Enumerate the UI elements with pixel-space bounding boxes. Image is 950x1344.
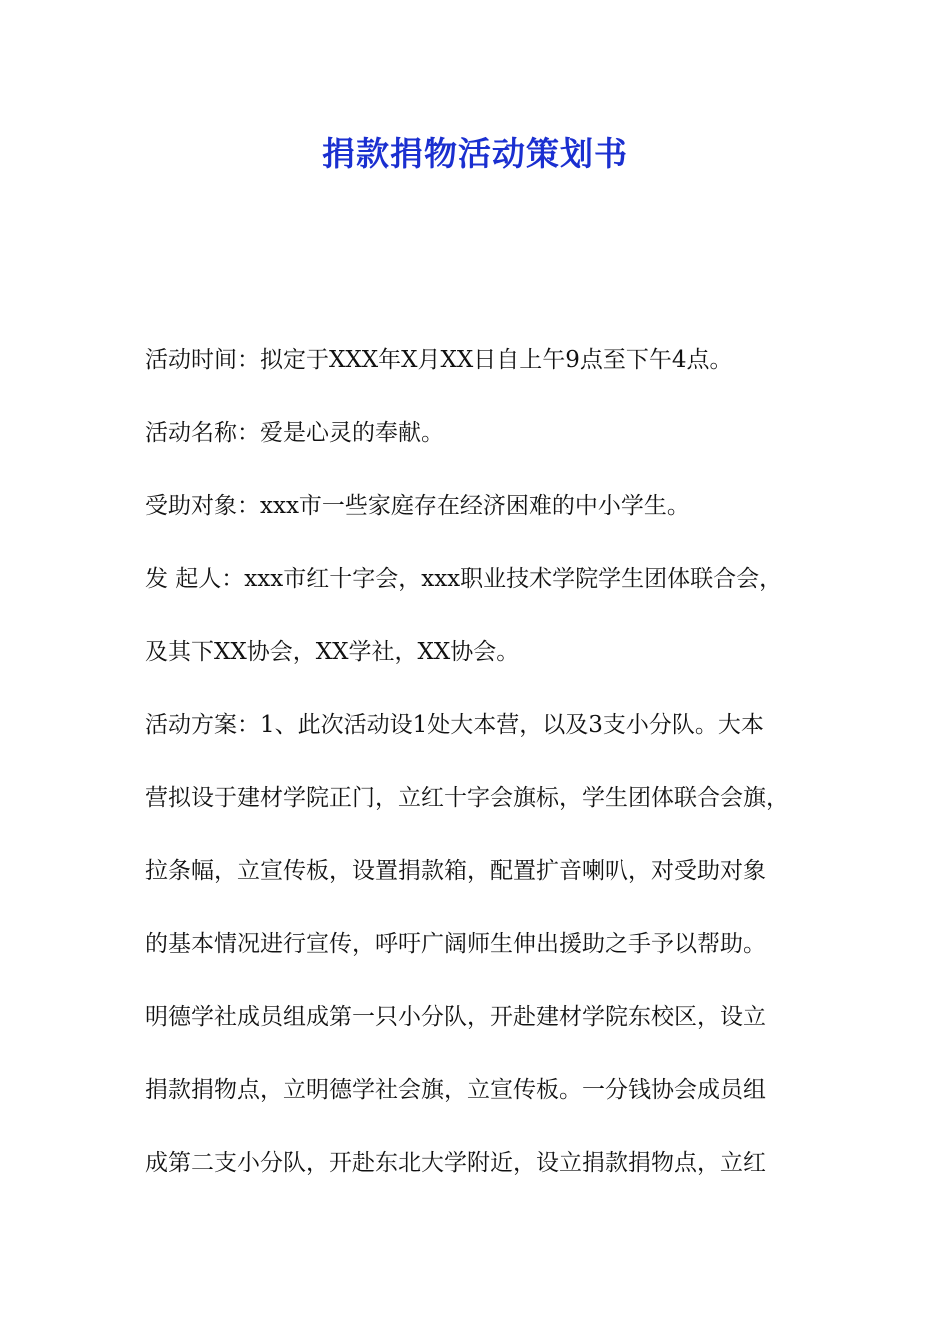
text-line-plan-5: 明德学社成员组成第一只小分队，开赴建材学院东校区，设立 <box>145 1004 766 1030</box>
text-line-plan-2: 营拟设于建材学院正门，立红十字会旗标，学生团体联合会旗， <box>145 785 789 811</box>
document-body <box>145 337 825 1213</box>
document-title: 捐款捐物活动策划书 <box>322 134 628 173</box>
text-line-plan-4: 的基本情况进行宣传，呼吁广阔师生伸出援助之手予以帮助。 <box>145 931 766 957</box>
text-line-initiators-cont: 及其下XX协会，XX学社，XX协会。 <box>145 639 520 665</box>
text-line-plan-3: 拉条幅，立宣传板，设置捐款箱，配置扩音喇叭，对受助对象 <box>145 858 766 884</box>
text-line-initiators: 发 起人：xxx市红十字会，xxx职业技术学院学生团体联合会， <box>145 566 783 592</box>
text-line-activity-name: 活动名称：爱是心灵的奉献。 <box>145 420 444 446</box>
text-line-plan: 活动方案：1、此次活动设1处大本营，以及3支小分队。大本 <box>145 712 764 738</box>
text-line-beneficiaries: 受助对象：xxx市一些家庭存在经济困难的中小学生。 <box>145 493 690 519</box>
text-line-plan-6: 捐款捐物点，立明德学社会旗，立宣传板。一分钱协会成员组 <box>145 1077 766 1103</box>
text-line-plan-7: 成第二支小分队，开赴东北大学附近，设立捐款捐物点，立红 <box>145 1150 766 1176</box>
text-line-activity-time: 活动时间：拟定于XXX年X月XX日自上午9点至下午4点。 <box>145 347 733 373</box>
